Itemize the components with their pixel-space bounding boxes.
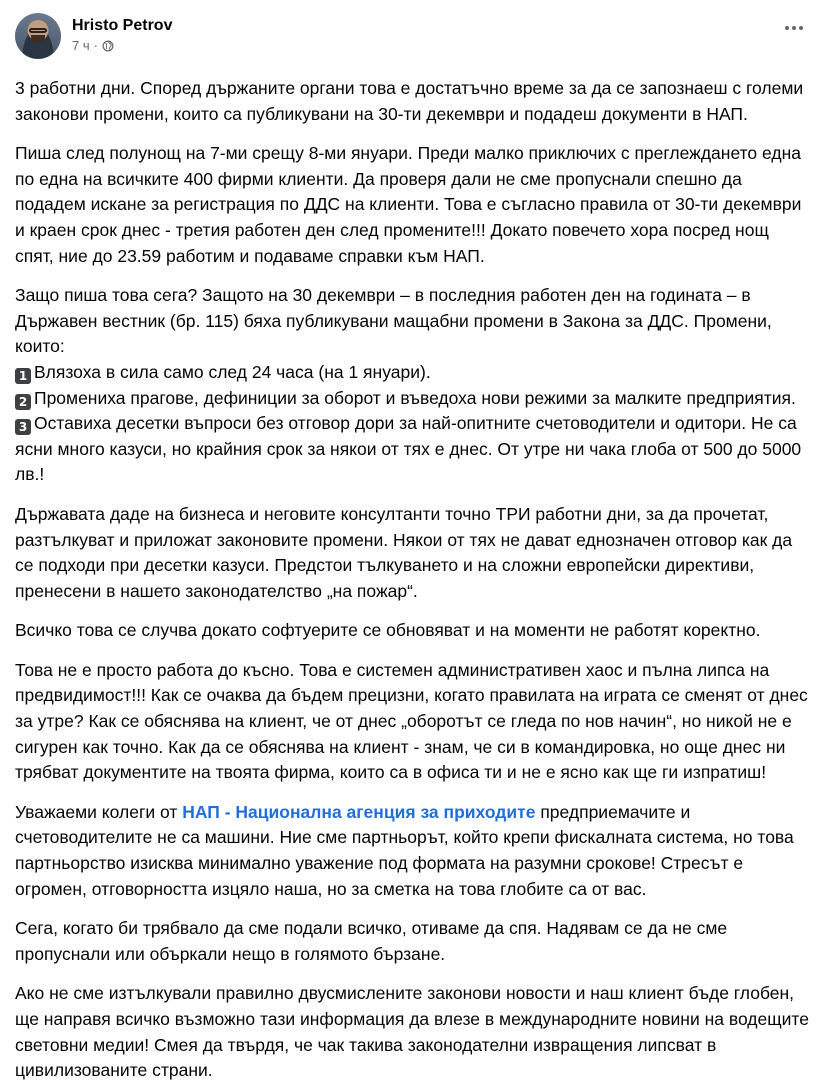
paragraph: Това не е просто работа до късно. Това е системен административен хаос и пълна липса на предвидимост!!! Как се очаква да бъдем прецизни, когато правилата на играта се сменят от днес за утре? Как се обяснява на клиент, че от днес „оборотът се гледа по нов начин“, но никой не е сигурен как точно. Как да се обяснява на клиент - знам, че си в командировка, но още днес ни трябват документите на твоята фирма, които са в офиса ти и не е ясно как ще ги изпратиш! bbox=[15, 659, 808, 783]
paragraph: Защо пиша това сега? Защото на 30 декември – в последния работен ден на годината – в Държавен вестник (бр. 115) бяха публикувани мащабни промени в Закона за ДДС. Промени, които: bbox=[15, 285, 772, 357]
post-meta bbox=[72, 15, 172, 55]
paragraph: Всичко това се случва докато софтуерите се обновяват и на моменти не работят коректно. bbox=[15, 620, 761, 641]
keycap-number-icon: 1 bbox=[15, 368, 31, 384]
globe-icon[interactable] bbox=[102, 40, 114, 52]
more-horizontal-icon-dot bbox=[799, 26, 803, 30]
mention-link-nap[interactable]: НАП - Национална агенция за приходите bbox=[182, 801, 536, 822]
keycap-number-icon: 2 bbox=[15, 394, 31, 410]
post-subline bbox=[72, 37, 172, 55]
post-body bbox=[15, 76, 813, 1084]
numbered-item bbox=[15, 411, 809, 488]
more-horizontal-icon bbox=[785, 26, 789, 30]
numbered-item-text: Промениха прагове, дефиниции за оборот и въведоха нови режими за малките предприятия. bbox=[34, 387, 796, 408]
separator-dot: · bbox=[93, 38, 98, 53]
paragraph-text: Уважаеми колеги от bbox=[15, 801, 183, 822]
paragraph: Ако не сме изтълкували правилно двусмислените законови новости и наш клиент бъде глобен, ще направя всичко възможно тази информация да влезе в международните новини на водещите световни медии! Смея да твърдя, че чак такива законодателни извращения липсват в цивилизованите страни. bbox=[15, 983, 809, 1081]
post-timestamp[interactable]: 7 ч bbox=[72, 38, 90, 53]
keycap-number-icon: 3 bbox=[15, 419, 31, 435]
avatar-beard bbox=[31, 35, 45, 43]
numbered-item bbox=[15, 360, 809, 386]
avatar[interactable] bbox=[15, 13, 61, 59]
paragraph-text: предприемачите и счетоводителите не са машини. Ние сме партньорът, който крепи фискалната система, но това партньорство изисква минимално уважение под формата на разумни срокове! Стресът е огромен, отговорността изцяло наша, но за сметка на това глобите са от вас. bbox=[15, 801, 794, 899]
numbered-item bbox=[15, 386, 809, 412]
more-horizontal-icon-dot bbox=[792, 26, 796, 30]
paragraph: Държавата даде на бизнеса и неговите консултанти точно ТРИ работни дни, за да прочетат, разтълкуват и приложат законовите промени. Някои от тях не дават еднозначен отговор как да се подходи при десетки казуси. Предстои тълкуването и на сложни европейски директиви, пренесени в нашето законодателство „на пожар“. bbox=[15, 503, 793, 601]
numbered-item-text: Оставиха десетки въпроси без отговор дори за най-опитните счетоводители и одитори. Не са ясни много казуси, но крайния срок за някои от тях е днес. От утре ни чака глоба от 500 до 5000 лв.! bbox=[15, 413, 802, 485]
post-header bbox=[15, 0, 813, 76]
paragraph: 3 работни дни. Според държаните органи това е достатъчно време за да се запознаеш с големи законови промени, които са публикувани на 30-ти декември и подадеш документи в НАП. bbox=[15, 78, 804, 124]
numbered-item-text: Влязоха в сила само след 24 часа (на 1 януари). bbox=[34, 361, 431, 382]
more-options-button[interactable] bbox=[782, 16, 806, 40]
author-name[interactable]: Hristo Petrov bbox=[72, 17, 173, 34]
avatar-glasses bbox=[29, 28, 47, 33]
paragraph: Пиша след полунощ на 7-ми срещу 8-ми януари. Преди малко приключих с преглеждането една по една на всичките 400 фирми клиенти. Да проверя дали не сме пропуснали спешно да подадем искане за регистрация по ДДС на клиенти. Това е съгласно правила от 30-ти декември и краен срок днес - третия работен ден след промените!!! Докато повечето хора посред нощ спят, ние до 23.59 работим и подаваме справки към НАП. bbox=[15, 143, 802, 266]
paragraph: Сега, когато би трябвало да сме подали всичко, отиваме да спя. Надявам се да не сме пропуснали или объркали нещо в голямото бързане. bbox=[15, 918, 728, 964]
paragraph bbox=[15, 800, 809, 902]
